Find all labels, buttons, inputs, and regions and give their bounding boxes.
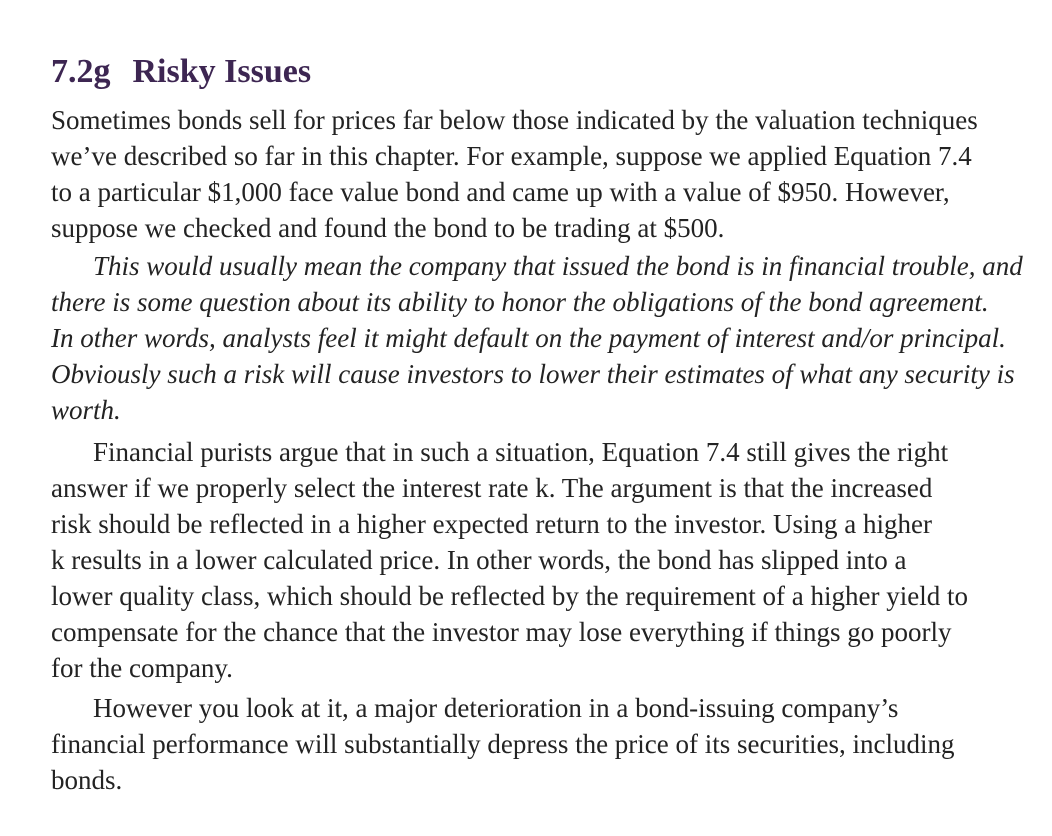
paragraph-1-line-3: to a particular $1,000 face value bond and came up with a value of $950. However, [51,177,950,207]
paragraph-3-line-1: Financial purists argue that in such a situation, Equation 7.4 still gives the right [93,437,949,467]
paragraph-3-line-7: for the company. [51,653,233,683]
paragraph-2-line-2: there is some question about its ability to honor the obligations of the bond agreement. [51,287,989,317]
paragraph-1-line-4: suppose we checked and found the bond to be trading at $500. [51,213,725,243]
paragraph-3-line-5: lower quality class, which should be reflected by the requirement of a higher yield to [51,581,968,611]
paragraph-4-line-3: bonds. [51,765,123,795]
paragraph-3-line-2: answer if we properly select the interest rate k. The argument is that the increased [51,473,933,503]
paragraph-2-line-4: Obviously such a risk will cause investors to lower their estimates of what any security is [51,359,1015,389]
paragraph-4-line-1: However you look at it, a major deterioration in a bond-issuing company’s [93,693,899,723]
paragraph-1-line-2: we’ve described so far in this chapter. For example, suppose we applied Equation 7.4 [51,141,972,171]
paragraph-3-line-6: compensate for the chance that the investor may lose everything if things go poorly [51,617,952,647]
section-heading [51,52,311,92]
paragraph-2-line-3: In other words, analysts feel it might default on the payment of interest and/or principal. [51,323,1006,353]
section-title: Risky Issues [132,53,312,90]
paragraph-2-line-1: This would usually mean the company that issued the bond is in financial trouble, and [93,251,1023,281]
paragraph-4-line-2: financial performance will substantially depress the price of its securities, including [51,729,955,759]
paragraph-2-line-5: worth. [51,395,121,425]
paragraph-3-line-3: risk should be reflected in a higher expected return to the investor. Using a higher [51,509,932,539]
paragraph-3-line-4: k results in a lower calculated price. In other words, the bond has slipped into a [51,545,907,575]
section-number: 7.2g [51,53,111,90]
paragraph-1-line-1: Sometimes bonds sell for prices far below those indicated by the valuation techniques [51,105,978,135]
